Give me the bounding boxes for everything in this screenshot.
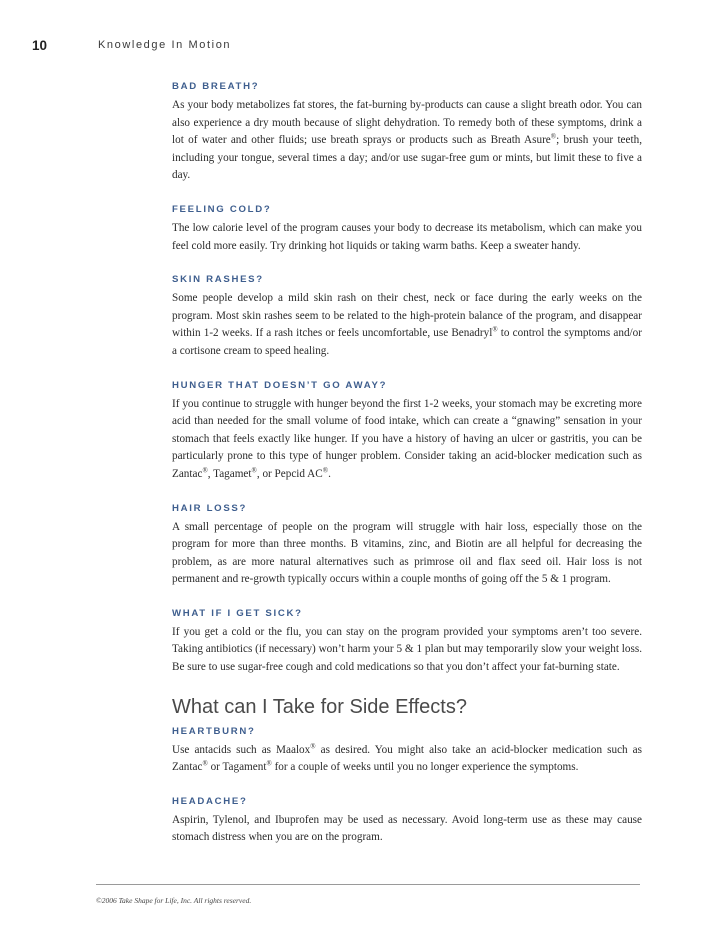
section-body: If you get a cold or the flu, you can stay on the program provided your symptoms aren’t too severe. Taking antibiotics (if necessary) won’t harm your 5 & 1 plan but may temporarily slow your weight loss. Be sure to use sugar-free cough and cold medications so that you don’t affect your fat-burning state. [172,625,642,674]
section-get-sick [172,607,642,677]
section-heading: BAD BREATH? [172,81,260,92]
section-hunger [172,379,642,484]
section-heading: HEARTBURN? [172,725,256,737]
section-hair-loss [172,502,642,589]
section-body: As your body metabolizes fat stores, the fat-burning by-products can cause a slight breath odor. You can also experience a dry mouth because of slight dehydration. To remedy both of these symptoms, drink a lot of water and other fluids; use breath sprays or products such as Breath Asure®; brush your teeth, including your tongue, several times a day; and/or use sugar-free gum or mints, but limit these to five a day. [172,99,642,182]
section-heading: FEELING COLD? [172,203,272,215]
footer-copyright: ©2006 Take Shape for Life, Inc. All rights reserved. [96,896,252,905]
section-skin-rashes [172,273,642,360]
section-feeling-cold [172,203,642,255]
running-head: Knowledge In Motion [98,39,232,51]
section-heading: HUNGER THAT DOESN’T GO AWAY? [172,379,388,391]
section-body: Use antacids such as Maalox® as desired. You might also take an acid-blocker medication such as Zantac® or Tagament® for a couple of weeks until you no longer experience the symptoms. [172,741,642,774]
section-heading: SKIN RASHES? [172,274,264,286]
section-heartburn [172,725,642,777]
section-body: The low calorie level of the program causes your body to decrease its metabolism, which can make you feel cold more easily. Try drinking hot liquids or taking warm baths. Keep a sweater handy. [172,221,642,252]
section-body: Some people develop a mild skin rash on their chest, neck or face during the early weeks on the program. Most skin rashes seem to be related to the high-protein balance of the program, and disappear within 1-2 weeks. If a rash itches or feels uncomfortable, use Benadryl® to control the symptoms and/or a cortisone cream to speed healing. [172,292,642,357]
page-header [32,38,688,58]
section-headache [172,795,642,847]
page-number: 10 [32,38,48,53]
section-heading: HAIR LOSS? [172,502,248,514]
section-heading: WHAT IF I GET SICK? [172,607,303,619]
section-heading: HEADACHE? [172,795,248,807]
section-body: A small percentage of people on the program will struggle with hair loss, especially those on the program for more than three months. B vitamins, zinc, and Biotin are all helpful for decreasing the problem, as are more natural alternatives such as primrose oil and flax seed oil. Hair loss is not permanent and re-growth typically occurs within a couple months of going off the 5 & 1 program. [172,520,642,586]
section-bad-breath [172,80,642,185]
section-title: What can I Take for Side Effects? [172,695,467,718]
main-content [172,80,642,865]
footer-divider [96,884,640,885]
section-body: If you continue to struggle with hunger beyond the first 1-2 weeks, your stomach may be excreting more acid than needed for the small volume of food intake, which can create a “gnawing” sensation in your stomach that feels exactly like hunger. If you have a history of having an ulcer or gastritis, you can be particularly prone to this type of hunger problem. Consider taking an acid-blocker medication such as Zantac®, Tagamet®, or Pepcid AC®. [172,397,642,480]
section-body: Aspirin, Tylenol, and Ibuprofen may be used as necessary. Avoid long-term use as these may cause stomach distress when you are on the program. [172,813,642,844]
